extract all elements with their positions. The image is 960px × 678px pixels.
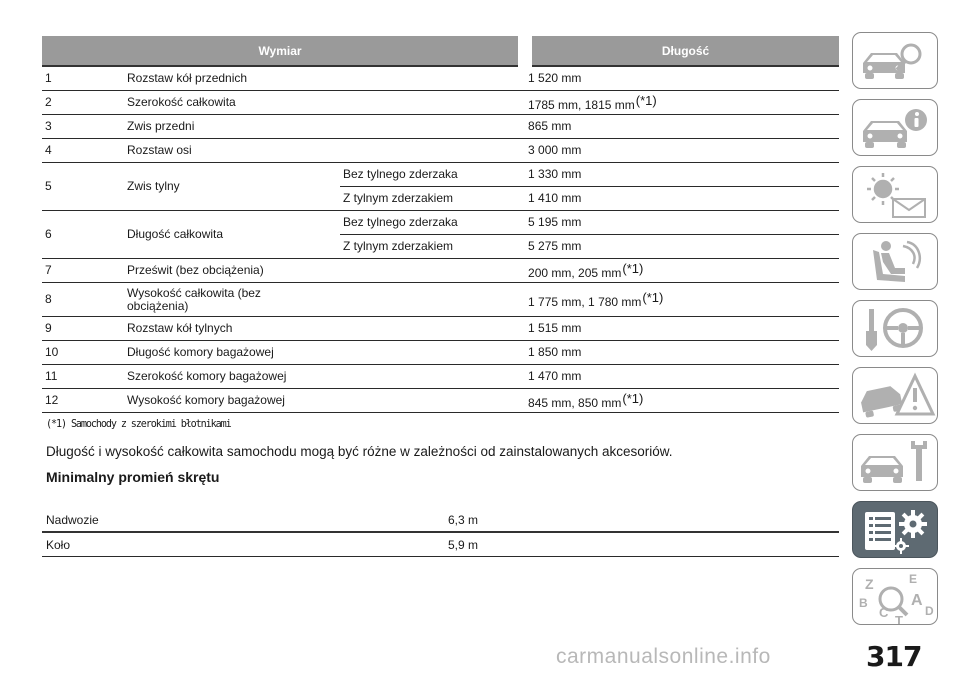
svg-text:T: T — [895, 613, 903, 626]
row-value — [525, 187, 839, 211]
value-text: 1 330 mm — [528, 167, 582, 181]
svg-text:E: E — [909, 572, 918, 586]
table-row — [42, 66, 839, 91]
tab-starting-driving[interactable] — [852, 300, 938, 357]
table-row — [42, 91, 839, 115]
dimensions-table — [42, 36, 839, 413]
table-row — [42, 259, 839, 283]
car-warning-triangle-icon — [853, 368, 938, 424]
row-label: Prześwit (bez obciążenia) — [124, 259, 525, 283]
table-row — [42, 283, 839, 317]
tab-maintenance[interactable] — [852, 434, 938, 491]
accessories-note: Długość i wysokość całkowita samochodu mogą być różne w zależności od zainstalowanych akcesoriów. — [46, 444, 673, 459]
row-sublabel: Z tylnym zderzakiem — [340, 187, 525, 211]
table-row — [42, 508, 839, 532]
dimensions-table-header — [42, 36, 839, 66]
row-label — [124, 283, 525, 317]
row-value — [525, 341, 839, 365]
tab-car-search[interactable] — [852, 32, 938, 89]
footnote: (*1) Samochody z szerokimi błotnikami — [46, 417, 231, 430]
value-text: 1 410 mm — [528, 191, 582, 205]
header-dimension: Wymiar — [42, 36, 525, 66]
row-sublabel: Bez tylnego zderzaka — [340, 211, 525, 235]
car-wrench-icon — [853, 435, 938, 491]
warning-light-message-icon — [853, 167, 938, 223]
row-value — [525, 211, 839, 235]
value-text: 1 515 mm — [528, 321, 582, 335]
row-value — [525, 259, 839, 283]
turning-radius-table — [42, 508, 839, 557]
row-number: 4 — [42, 139, 124, 163]
row-value — [525, 389, 839, 413]
svg-text:D: D — [925, 604, 934, 618]
row-label: Długość komory bagażowej — [124, 341, 525, 365]
table-row — [42, 139, 839, 163]
value-text: 1 520 mm — [528, 71, 582, 85]
row-sublabel: Z tylnym zderzakiem — [340, 235, 525, 259]
value-text: 5 275 mm — [528, 239, 582, 253]
document-content — [42, 36, 839, 557]
chapter-tabs — [852, 32, 940, 635]
value-text: 3 000 mm — [528, 143, 582, 157]
specs-list-gear-icon — [853, 502, 938, 558]
row-label: Szerokość komory bagażowej — [124, 365, 525, 389]
tab-index[interactable] — [852, 568, 938, 625]
row-value — [525, 235, 839, 259]
row-value — [525, 139, 839, 163]
seat-airbag-icon — [853, 234, 938, 290]
key-steering-wheel-icon — [853, 301, 938, 357]
row-value — [525, 317, 839, 341]
table-row — [42, 341, 839, 365]
car-search-icon — [853, 33, 938, 89]
footnote-ref: (*1) — [635, 92, 657, 108]
value-text: 865 mm — [528, 119, 572, 133]
table-row — [42, 115, 839, 139]
value-text: 1 470 mm — [528, 369, 582, 383]
row-label: Rozstaw kół przednich — [124, 66, 525, 91]
value-text: 845 mm, 850 mm — [528, 395, 622, 410]
row-label: Rozstaw osi — [124, 139, 525, 163]
svg-text:B: B — [859, 596, 868, 610]
table-row — [42, 211, 839, 235]
row-value — [525, 91, 839, 115]
row-value — [525, 365, 839, 389]
row-number: 10 — [42, 341, 124, 365]
row-number: 11 — [42, 365, 124, 389]
footnote-ref: (*1) — [622, 390, 644, 406]
row-number: 12 — [42, 389, 124, 413]
row-value — [525, 163, 839, 187]
row-number: 8 — [42, 283, 124, 317]
row-number: 2 — [42, 91, 124, 115]
tab-safety[interactable] — [852, 233, 938, 290]
footnote-ref: (*1) — [622, 260, 644, 276]
tab-emergency[interactable] — [852, 367, 938, 424]
row-label: Szerokość całkowita — [124, 91, 525, 115]
header-length: Długość — [525, 36, 839, 66]
value-text: 5 195 mm — [528, 215, 582, 229]
row-value — [525, 115, 839, 139]
row-sublabel: Bez tylnego zderzaka — [340, 163, 525, 187]
row-label: Wysokość komory bagażowej — [124, 389, 525, 413]
value-text: 1 775 mm, 1 780 mm — [528, 294, 642, 309]
row-number: 6 — [42, 211, 124, 259]
table-row — [42, 389, 839, 413]
table-row — [42, 532, 839, 557]
page-number: 317 — [866, 640, 922, 673]
row-number: 3 — [42, 115, 124, 139]
row-label: Długość całkowita — [124, 211, 340, 259]
watermark: carmanualsonline.info — [556, 645, 771, 668]
row-label: Zwis tylny — [124, 163, 340, 211]
footnote-ref: (*1) — [642, 289, 664, 305]
row-label: Koło — [42, 532, 444, 557]
value-text: 200 mm, 205 mm — [528, 265, 622, 280]
svg-text:C: C — [879, 605, 889, 620]
row-number: 9 — [42, 317, 124, 341]
svg-text:A: A — [911, 592, 923, 609]
table-row — [42, 365, 839, 389]
row-label: Nadwozie — [42, 508, 444, 532]
row-label-text: Wysokość całkowita (bez obciążenia) — [127, 285, 261, 313]
tab-car-info[interactable] — [852, 99, 938, 156]
value-text: 1 850 mm — [528, 345, 582, 359]
row-value — [525, 283, 839, 317]
tab-technical-data[interactable] — [852, 501, 938, 558]
value-text: 1785 mm, 1815 mm — [528, 97, 635, 112]
row-label: Zwis przedni — [124, 115, 525, 139]
car-info-icon — [853, 100, 938, 156]
table-row — [42, 317, 839, 341]
row-label: Rozstaw kół tylnych — [124, 317, 525, 341]
row-number: 5 — [42, 163, 124, 211]
turning-radius-heading: Minimalny promień skrętu — [46, 469, 220, 485]
row-number: 1 — [42, 66, 124, 91]
row-number: 7 — [42, 259, 124, 283]
table-row — [42, 163, 839, 187]
tab-warning-lights[interactable] — [852, 166, 938, 223]
row-value — [525, 66, 839, 91]
row-value: 6,3 m — [444, 508, 839, 532]
row-value: 5,9 m — [444, 532, 839, 557]
svg-text:Z: Z — [865, 576, 874, 592]
alphabetical-index-icon — [853, 569, 938, 625]
